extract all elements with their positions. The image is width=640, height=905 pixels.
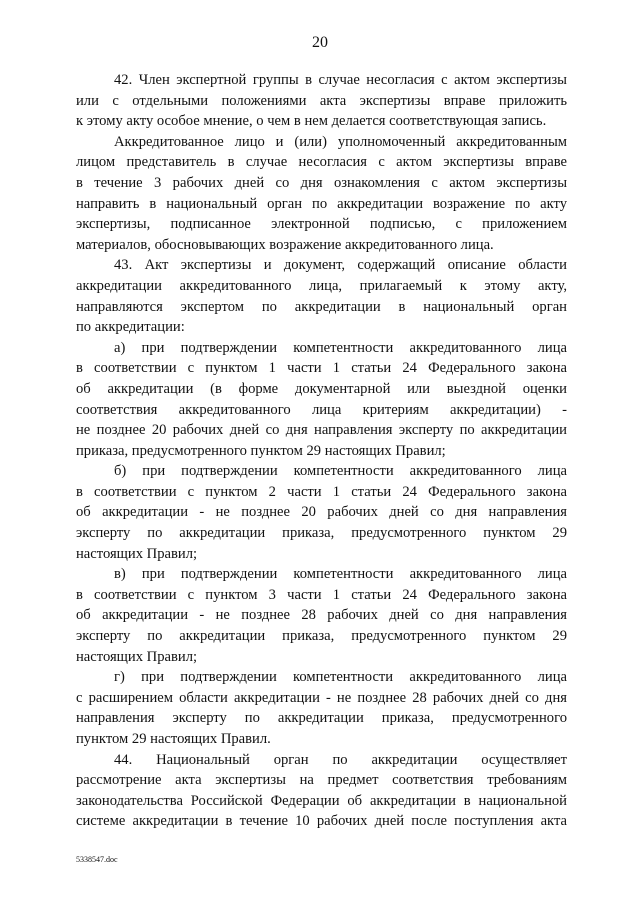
text-line: рассмотрение акта экспертизы на предмет соответствия требованиям <box>76 772 567 789</box>
text-line: пунктом 29 настоящих Правил. <box>76 731 271 747</box>
text-line: законодательства Российской Федерации об аккредитации в национальной <box>76 792 567 809</box>
paragraph <box>76 564 567 667</box>
paragraph <box>76 70 567 132</box>
text-line: настоящих Правил; <box>76 648 198 665</box>
text-line: системе аккредитации в течение 10 рабочих дней после поступления акта <box>76 813 567 830</box>
file-name-footer: 5338547.doc <box>76 855 118 864</box>
text-line: в течение 3 рабочих дней со дня ознакомления с актом экспертизы <box>76 174 567 191</box>
text-line: а) при подтверждении компетентности аккредитованного лица <box>114 339 567 356</box>
text-line: в соответствии с пунктом 1 части 1 статьи 24 Федерального закона <box>76 360 567 377</box>
text-line: направляются экспертом по аккредитации в национальный орган <box>76 298 567 315</box>
text-line: приказа, предусмотренного пунктом 29 настоящих Правил; <box>76 442 446 459</box>
text-line: материалов, обосновывающих возражение аккредитованного лица. <box>76 236 494 253</box>
text-line: эксперту по аккредитации приказа, предусмотренного пунктом 29 <box>76 628 567 645</box>
text-line: лицом представитель в случае несогласия с актом экспертизы вправе <box>76 154 567 171</box>
text-line: об аккредитации - не позднее 28 рабочих дней со дня направления <box>76 607 567 624</box>
text-line: настоящих Правил; <box>76 545 198 562</box>
text-line: эксперту по аккредитации приказа, предусмотренного пунктом 29 <box>76 525 567 542</box>
text-line: направления эксперту по аккредитации приказа, предусмотренного <box>76 710 567 727</box>
text-line: в) при подтверждении компетентности аккредитованного лица <box>114 566 567 583</box>
paragraph <box>76 750 567 832</box>
paragraph <box>76 461 567 564</box>
text-line: в соответствии с пунктом 3 части 1 статьи 24 Федерального закона <box>76 586 567 603</box>
paragraph <box>76 255 567 337</box>
text-line: направить в национальный орган по аккредитации возражение по акту <box>76 195 567 212</box>
page-number: 20 <box>312 34 328 51</box>
text-line: или с отдельными положениями акта экспертизы вправе приложить <box>76 92 567 109</box>
text-line: экспертизы, подписанное электронной подписью, с приложением <box>76 216 567 233</box>
text-line: в соответствии с пунктом 2 части 1 статьи 24 Федерального закона <box>76 483 567 500</box>
text-line: по аккредитации: <box>76 319 185 336</box>
text-line: 44. Национальный орган по аккредитации осуществляет <box>114 751 567 768</box>
paragraph <box>76 667 567 749</box>
document-body <box>76 70 567 832</box>
text-line: 42. Член экспертной группы в случае несогласия с актом экспертизы <box>114 72 567 88</box>
paragraph <box>76 338 567 462</box>
text-line: к этому акту особое мнение, о чем в нем делается соответствующая запись. <box>76 113 547 130</box>
paragraph <box>76 132 567 256</box>
text-line: аккредитации аккредитованного лица, прилагаемый к этому акту, <box>76 277 567 294</box>
text-line: об аккредитации (в форме документарной или выездной оценки <box>76 380 567 397</box>
text-line: г) при подтверждении компетентности аккредитованного лица <box>114 669 567 686</box>
text-line: с расширением области аккредитации - не позднее 28 рабочих дней со дня <box>76 689 567 706</box>
text-line: б) при подтверждении компетентности аккредитованного лица <box>114 463 567 480</box>
text-line: соответствия аккредитованного лица критериям аккредитации) - <box>76 401 567 418</box>
text-line: Аккредитованное лицо и (или) уполномоченный аккредитованным <box>114 133 567 150</box>
text-line: не позднее 20 рабочих дней со дня направления эксперту по аккредитации <box>76 422 567 439</box>
text-line: 43. Акт экспертизы и документ, содержащий описание области <box>114 257 567 274</box>
text-line: об аккредитации - не позднее 20 рабочих дней со дня направления <box>76 504 567 521</box>
